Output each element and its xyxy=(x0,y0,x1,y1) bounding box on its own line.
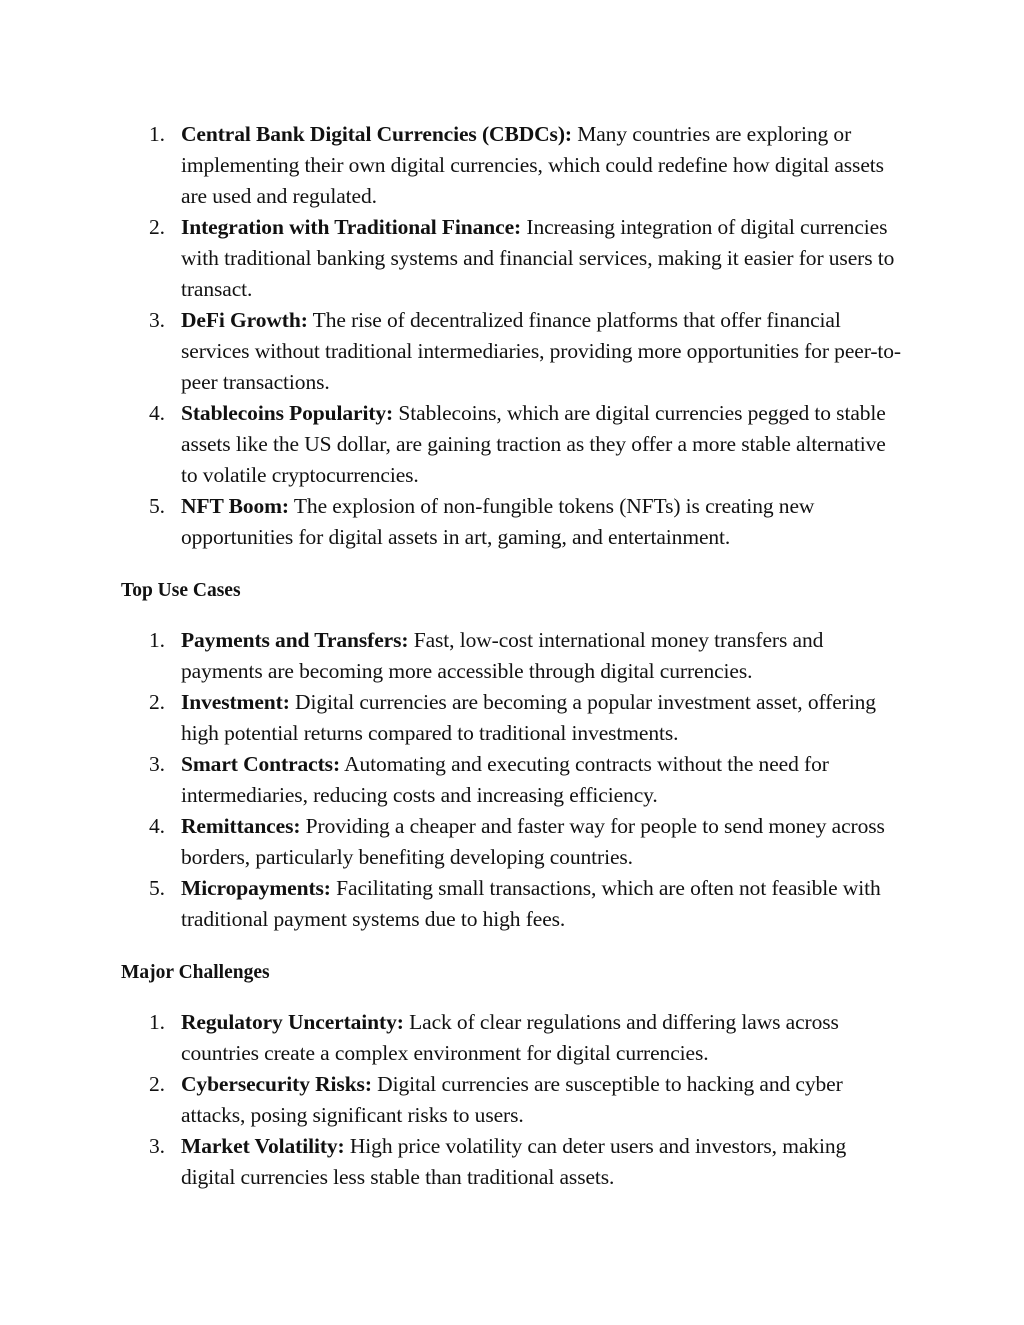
list-item xyxy=(0,491,901,553)
list-number: 3. xyxy=(149,1134,165,1158)
list-term: NFT Boom: xyxy=(181,494,289,518)
list-text: Providing a cheaper and faster way for people to send money across borders, particularly benefiting developing countries. xyxy=(181,814,885,869)
list-item xyxy=(0,625,901,687)
list-item xyxy=(0,212,901,305)
section-heading-challenges: Major Challenges xyxy=(121,962,270,983)
list-term: Smart Contracts: xyxy=(181,752,341,776)
list-term: Market Volatility: xyxy=(181,1134,345,1158)
list-item xyxy=(0,1007,901,1069)
list-text: Digital currencies are susceptible to hacking and cyber attacks, posing significant risks to users. xyxy=(181,1072,843,1127)
list-term: Investment: xyxy=(181,690,290,714)
list-item xyxy=(0,1069,901,1131)
list-item xyxy=(0,687,901,749)
list-term: DeFi Growth: xyxy=(181,308,308,332)
list-text: Increasing integration of digital currencies with traditional banking systems and financial services, making it easier for users to transact. xyxy=(181,215,895,301)
list-term: Payments and Transfers: xyxy=(181,628,409,652)
trends-list xyxy=(0,119,1024,553)
list-term: Central Bank Digital Currencies (CBDCs): xyxy=(181,122,572,146)
list-text: Lack of clear regulations and differing laws across countries create a complex environment for digital currencies. xyxy=(181,1010,839,1065)
use-cases-list xyxy=(0,625,1024,935)
list-item xyxy=(0,305,901,398)
list-number: 5. xyxy=(149,876,165,900)
list-number: 2. xyxy=(149,215,165,239)
list-text: Digital currencies are becoming a popular investment asset, offering high potential returns compared to traditional investments. xyxy=(181,690,876,745)
list-term: Integration with Traditional Finance: xyxy=(181,215,522,239)
list-number: 4. xyxy=(149,814,165,838)
list-number: 3. xyxy=(149,308,165,332)
list-item xyxy=(0,398,901,491)
list-text: The explosion of non-fungible tokens (NFTs) is creating new opportunities for digital assets in art, gaming, and entertainment. xyxy=(181,494,815,549)
list-text: High price volatility can deter users and investors, making digital currencies less stable than traditional assets. xyxy=(181,1134,847,1189)
list-text: Many countries are exploring or implementing their own digital currencies, which could redefine how digital assets are used and regulated. xyxy=(181,122,884,208)
list-item xyxy=(0,873,901,935)
list-term: Regulatory Uncertainty: xyxy=(181,1010,404,1034)
list-text: Fast, low-cost international money transfers and payments are becoming more accessible through digital currencies. xyxy=(181,628,824,683)
list-number: 4. xyxy=(149,401,165,425)
list-text: Stablecoins, which are digital currencies pegged to stable assets like the US dollar, are gaining traction as they offer a more stable alternative to volatile cryptocurrencies. xyxy=(181,401,886,487)
list-number: 1. xyxy=(149,628,165,652)
list-term: Micropayments: xyxy=(181,876,331,900)
list-text: Automating and executing contracts without the need for intermediaries, reducing costs and increasing efficiency. xyxy=(181,752,829,807)
section-heading-use-cases: Top Use Cases xyxy=(121,580,241,601)
list-item xyxy=(0,1131,901,1193)
list-text: The rise of decentralized finance platforms that offer financial services without traditional intermediaries, providing more opportunities for peer-to-peer transactions. xyxy=(181,308,901,394)
list-term: Cybersecurity Risks: xyxy=(181,1072,372,1096)
challenges-list xyxy=(0,1007,1024,1193)
list-item xyxy=(0,811,901,873)
list-item xyxy=(0,119,901,212)
list-number: 5. xyxy=(149,494,165,518)
list-number: 1. xyxy=(149,122,165,146)
list-term: Stablecoins Popularity: xyxy=(181,401,394,425)
list-number: 2. xyxy=(149,1072,165,1096)
list-number: 2. xyxy=(149,690,165,714)
list-number: 1. xyxy=(149,1010,165,1034)
list-item xyxy=(0,749,901,811)
list-number: 3. xyxy=(149,752,165,776)
list-term: Remittances: xyxy=(181,814,301,838)
list-text: Facilitating small transactions, which are often not feasible with traditional payment systems due to high fees. xyxy=(181,876,881,931)
